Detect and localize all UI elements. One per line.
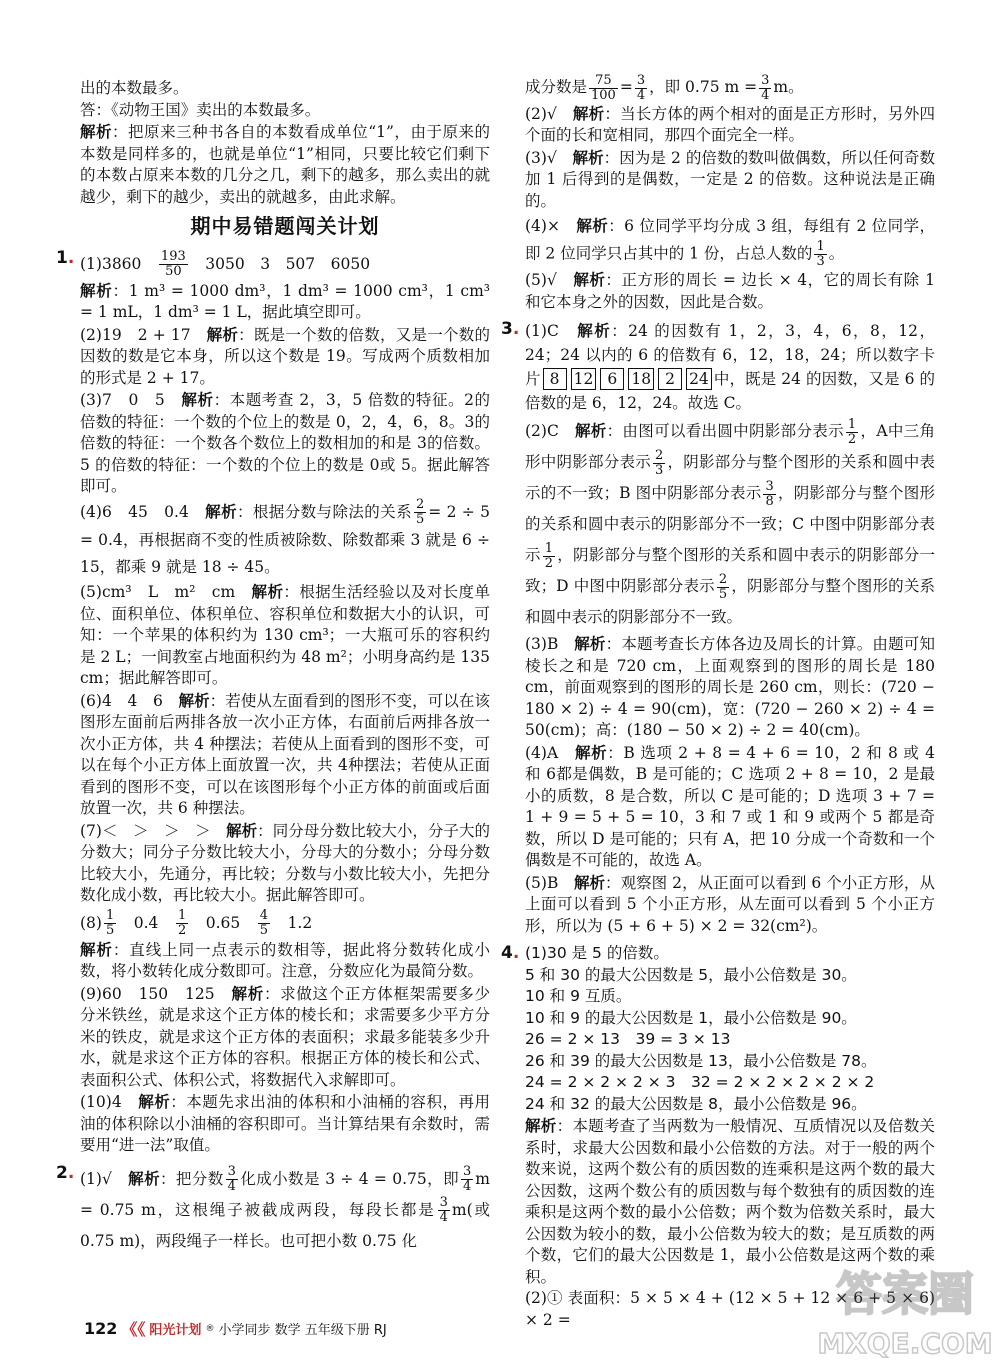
fraction: $\frac{193}{50}$ [160,249,186,279]
fraction: $\frac{1}{2}$ [544,540,554,571]
answer-line: 26 = 2 × 13 39 = 3 × 13 [525,1030,731,1048]
analysis: (10)4 解析：本题先求出油的体积和小油桶的容积，再用油的体积除以小油桶的容积即可。当计算结果有余数时，需要用“进一法”取值。 [80,1092,490,1154]
brand-name: 阳光计划 [149,1323,202,1338]
analysis: (3)√ 解析：因为是 2 的倍数的数叫做偶数，所以任何奇数加 1 后得到的是偶数，一定是 2 的倍数。这种说法是正确的。 [525,147,935,210]
book-info: 小学同步 数学 五年级下册 RJ [218,1323,387,1338]
analysis: (2)19 2 + 17 解析：既是一个数的倍数，又是一个数的因数的数是它本身，所以这个数是 19。写成两个质数相加的形式是 2 + 17。 [80,324,490,387]
fraction: $\frac{3}{4}$ [761,72,770,103]
analysis: 解析：直线上同一点表示的数相等，据此将分数转化成小数，将小数转化成分数即可。注意，分数应化为最简分数。 [80,939,490,980]
analysis: (4)6 45 0.4 解析：根据分数与除法的关系 $\frac{2}{5}$ = 2 ÷ 5 = 0.4，再根据商不变的性质被除数、除数都乘 3 就是 6 ÷ 15，都乘 9 就是 18 ÷ 45。 [80,497,490,576]
analysis: (9)60 150 125 解析：求做这个正方体框架需要多少分米铁丝，就是求这个正方体的棱长和；求需要多少平方分米的铁皮，就是求这个正方体的表面积；求最多能装多少升水，就是求这个正方体的容积。根据正方体的棱长和公式、表面积公式、体积公式，将数据代入求解即可。 [80,983,490,1089]
watermark-text: 答案圈 [836,1267,974,1321]
analysis: (6)4 4 6 解析：若使从左面看到的图形不变，可以在该图形左面前后两排各放一次小正方体，右面前后两排各放一次小正方体，共 4 种摆法；若使从上面看到的图形不变，可以在每个小正方体上面放置一次，共 4种摆法；若使从正面看到的图形不变，可以在该图形每个小正方体的前面或后面放置一次，共 6 种摆法。 [80,690,490,817]
analysis: (5)B 解析：观察图 2，从正面可以看到 6 个小正方形，从上面可以看到 5 个小正方形，从左面可以看到 5 个小正方形，所以为 (5 + 6 + 5) × 2 = 32(cm²)。 [525,872,935,935]
fraction: $\frac{1}{2}$ [847,416,857,447]
continued-line: 成分数是 $\frac{75}{100}$ = $\frac{3}{4}$ ，即 0.75 m = $\frac{3}{4}$ m。 [525,72,804,103]
fraction: $\frac{3}{4}$ [462,1164,472,1194]
intro-line: 出的本数最多。 [80,79,189,97]
fraction: $\frac{3}{4}$ [439,1195,448,1225]
analysis-text: ：把原来三种书各自的本数看成单位“1”，由于原来的本数是同样多的，也就是单位“1”相同，只要比较它们剩下的本数占原来本数的几分之几，剩下的越多，那么卖出的就越少，剩下的越少，卖出的就越多，由此求解。 [80,123,490,206]
fraction: $\frac{75}{100}$ [591,72,616,103]
answer-line: 10 和 9 的最大公因数是 1，最小公倍数是 90。 [525,1008,857,1027]
question-1 [56,247,490,1157]
analysis: (3)B 解析：本题考查长方体各边及周长的计算。由题可知棱长之和是 720 cm，上面观察到的图形的周长是 180 cm，前面观察到的图形的周长是 260 cm，则长：(720 − 180 × 2) ÷ 4 = 90(cm)，宽：(720 − 260 × 2) ÷ 4 = 50(cm)；高：(180 − 50 × 2) ÷ 2 = 40(cm)。 [525,634,935,739]
fraction: $\frac{1}{5}$ [105,908,115,938]
answer-line: (2)① 表面积：5 × 5 × 4 + (12 × 5 + 12 × 6 + 5 × 6) × 2 = [525,1289,935,1329]
page-footer [84,1317,387,1340]
number-card: 2 [658,368,682,390]
fraction: $\frac{3}{4}$ [636,72,646,103]
analysis: (5)√ 解析：正方形的周长 = 边长 × 4，它的周长有除 1 和它本身之外的因数，因此是合数。 [525,270,935,311]
section-title: 期中易错题闯关计划 [190,214,380,238]
fraction: $\frac{3}{8}$ [765,478,774,509]
number-card: 6 [600,368,624,390]
fraction: $\frac{4}{5}$ [259,908,269,938]
fraction: $\frac{3}{4}$ [227,1164,236,1194]
answer-line: 24 和 32 的最大公因数是 8，最小公倍数是 96。 [525,1094,867,1113]
analysis: (4)A 解析：B 选项 2 + 8 = 4 + 6 = 10，2 和 8 或 4 和 6都是偶数，B 是可能的；C 选项 2 + 8 = 10，2 是最小的质数，8 是合数，所以 C 是可能的；D 选项 3 + 7 = 1 + 9 = 5 + 5 = 10，3 和 7 或 1 和 9 或两个 5 都是奇数，所以 D 是可能的；只有 A，把 10 分成一个奇数和一个偶数是不可能的，故选 A。 [525,742,935,869]
fraction: $\frac{2}{3}$ [654,447,664,478]
left-column [56,78,490,1257]
intro-answer: 答：《动物王国》卖出的本数最多。 [80,100,321,119]
question-number: 2 . [56,1163,74,1185]
fraction: $\frac{1}{3}$ [816,239,825,269]
question-3 [501,319,935,937]
question-2 [56,1162,490,1257]
watermark-logo [815,1255,995,1363]
number-card: 8 [543,368,567,390]
fraction: $\frac{2}{5}$ [416,497,425,527]
right-column [501,72,935,1331]
number-card: 24 [686,368,712,390]
answer-line: (8) $\frac{1}{5}$ 0.4 $\frac{1}{2}$ 0.65 $\frac{4}{5}$ 1.2 [80,908,313,938]
number-card: 12 [571,368,597,390]
answer-line: 26 和 39 的最大公因数是 13，最小公倍数是 78。 [525,1051,877,1070]
analysis: 解析：1 m³ = 1000 dm³，1 dm³ = 1000 cm³，1 cm³ = 1 mL，1 dm³ = 1 L，据此填空即可。 [80,280,490,321]
analysis-label: 解析 [80,122,113,141]
analysis: (5)cm³ L m² cm 解析：根据生活经验以及对长度单位、面积单位、体积单位、容积单位和数据大小的认识，可知：一个苹果的体积约为 130 cm³；一大瓶可乐的容积约是 2 L；一间教室占地面积约为 48 m²；小明身高约是 135 cm；据此解答即可。 [80,582,490,687]
analysis: (7)＜ ＞ ＞ ＞ 解析：同分母分数比较大小，分子大的分数大；同分子分数比较大小，分母大的分数小；分母分数比较大小，先通分，再比较；分数与小数比较大小，先把分数化成小数，再比较大小。据此解答即可。 [80,820,490,904]
analysis: (2)√ 解析：当长方体的两个相对的面是正方形时，另外四个面的长和宽相同，那四个面完全一样。 [525,103,935,144]
analysis: (1)C 解析：24 的因数有 1，2，3，4，6，8，12，24；24 以内的 6 的倍数有 6，12，18，24；所以数字卡片 8 12 6 18 2 24 中，既是 24 的因数，又是 6 的倍数的是 6，12，24。故选 C。 [525,321,935,412]
answer-line: (1)30 是 5 的倍数。 [525,944,669,962]
analysis: (3)7 0 5 解析：本题考查 2，3，5 倍数的特征。2的倍数的特征：一个数的个位上的数是 0，2，4，6，8。3的倍数的特征：一个数各个数位上的数相加的和是 3的倍数。5 的倍数的特征：一个数的个位上的数是 0或 5。据此解答即可。 [80,390,490,495]
fraction: $\frac{2}{5}$ [718,571,728,602]
question-number: 3 . [501,319,519,341]
question-number: 1 . [56,248,74,270]
analysis: (2)C 解析：由图可以看出圆中阴影部分表示 $\frac{1}{2}$ ，A中三角形中阴影部分表示 $\frac{2}{3}$ ，阴影部分与整个图形的关系和圆中表示的不一致；B 图中阴影部分表示 $\frac{3}{8}$ ，阴影部分与整个图形的关系和圆中表示的阴影部分不一致；C 中图中阴影部分表示 $\frac{1}{2}$ ，阴影部分与整个图形的关系和圆中表示的阴影部分一致；D 中图中阴影部分表示 $\frac{2}{5}$ ，阴影部分与整个图形的关系和圆中表示的阴影部分不一致。 [525,416,935,626]
answer-line: 10 和 9 互质。 [525,987,632,1005]
page-number: 122 [84,1319,118,1338]
intro-analysis [80,121,490,208]
analysis: (1)√ 解析：把分数 $\frac{3}{4}$ 化成小数是 3 ÷ 4 = 0.75，即 $\frac{3}{4}$ m = 0.75 m，这根绳子被截成两段，每段长都是 $\frac{3}{4}$ m(或 0.75 m)，两段绳子一样长。也可把小数 0.75 化 [80,1164,490,1250]
registered-mark: ® [205,1323,215,1334]
double-chevron-icon: 《《 [121,1320,146,1339]
answer-line: 5 和 30 的最大公因数是 5，最小公倍数是 30。 [525,965,857,984]
analysis: 解析：本题考查了当两数为一般情况、互质情况以及倍数关系时，求最大公因数和最小公倍数的方法。对于一般的两个数来说，这两个数公有的质因数的连乘积是这两个数的最大公因数，这两个数公有的质因数与每个数独有的质因数的连乘积是这两个数的最小公倍数；两个数为倍数关系时，最大公因数为较小的数，最小公倍数为较大的数；是互质数的两个数，它们的最大公因数是 1，最小公倍数是这两个数的乘积。 [525,1116,935,1286]
answer-line: 24 = 2 × 2 × 2 × 3 32 = 2 × 2 × 2 × 2 × 2 [525,1073,875,1091]
analysis: (4)× 解析：6 位同学平均分成 3 组，每组有 2 位同学，即 2 位同学只占其中的 1 份，占总人数的 $\frac{1}{3}$ 。 [525,216,935,269]
question-number: 4 . [501,943,519,965]
watermark-url: MXQE.COM [817,1327,993,1360]
fraction: $\frac{1}{2}$ [177,908,187,938]
number-card: 18 [628,368,654,390]
answer-line: (1)3860 $\frac{193}{50}$ 3050 3 507 6050 [80,249,371,279]
